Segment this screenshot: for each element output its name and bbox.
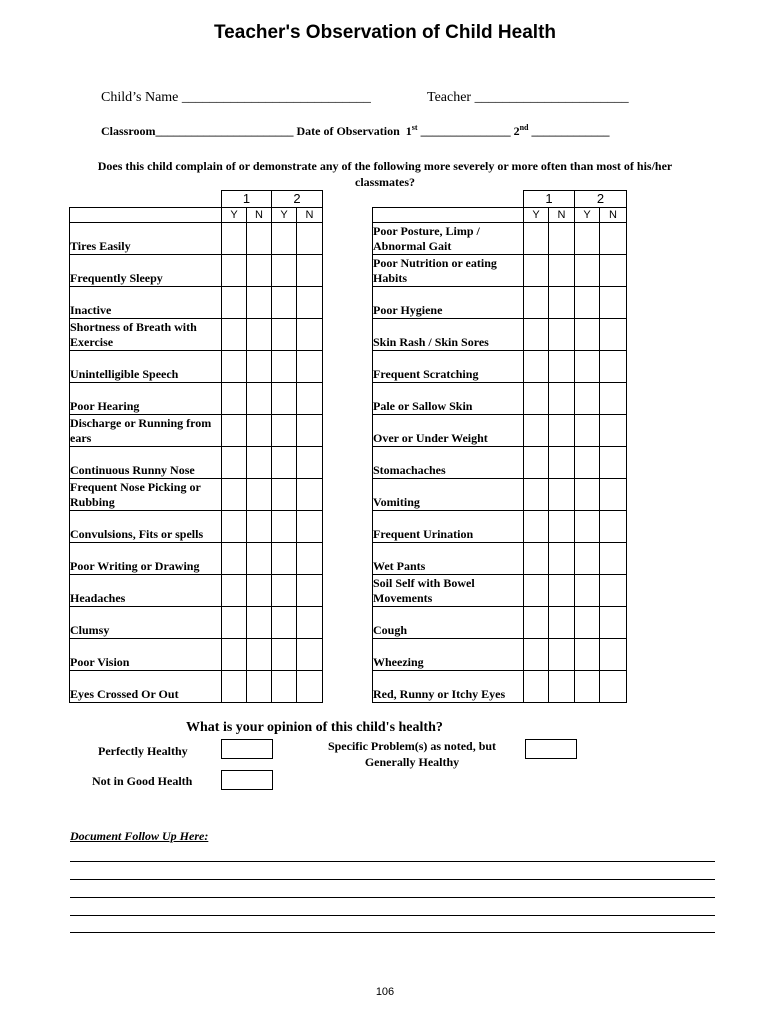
not-good-health-checkbox[interactable] — [221, 770, 273, 790]
left-symptom-row — [70, 319, 323, 351]
left-symptom-row — [70, 383, 323, 415]
obs2-yes-checkbox[interactable] — [575, 607, 600, 639]
symptom-label: Unintelligible Speech — [70, 351, 222, 383]
obs1-no-checkbox[interactable] — [247, 671, 272, 703]
obs2-no-checkbox[interactable] — [297, 287, 323, 319]
symptom-label: Stomachaches — [373, 447, 524, 479]
obs1-yes-checkbox[interactable] — [524, 575, 549, 607]
page-number: 106 — [375, 986, 395, 998]
obs1-yes-checkbox[interactable] — [222, 447, 247, 479]
right-symptom-row — [373, 543, 627, 575]
symptom-label: Soil Self with Bowel Movements — [373, 575, 524, 607]
first-observation-number: 1 — [405, 124, 412, 138]
classroom-date-row — [101, 124, 609, 139]
obs2-no-checkbox[interactable] — [297, 671, 323, 703]
childs-name-field[interactable] — [101, 90, 371, 106]
obs2-no-checkbox[interactable] — [600, 607, 627, 639]
left-symptom-row — [70, 447, 323, 479]
header-spacer — [70, 191, 222, 208]
obs1-yes-checkbox[interactable] — [524, 671, 549, 703]
obs1-yes-checkbox[interactable] — [222, 319, 247, 351]
obs1-yes-checkbox[interactable] — [222, 351, 247, 383]
obs1-yes-checkbox[interactable] — [524, 255, 549, 287]
obs1-yes-checkbox[interactable] — [524, 415, 549, 447]
symptom-label: Discharge or Running from ears — [70, 415, 222, 447]
symptom-label: Pale or Sallow Skin — [373, 383, 524, 415]
follow-up-line[interactable] — [70, 861, 715, 862]
obs2-yes-checkbox[interactable] — [575, 415, 600, 447]
obs1-yes-checkbox[interactable] — [222, 479, 247, 511]
obs2-no-checkbox[interactable] — [297, 543, 323, 575]
symptom-label: Inactive — [70, 287, 222, 319]
obs2-no-checkbox[interactable] — [297, 479, 323, 511]
observation-1-header: 1 — [524, 191, 575, 208]
obs1-no-checkbox[interactable] — [549, 415, 575, 447]
obs2-no-checkbox[interactable] — [600, 319, 627, 351]
yes-header: Y — [222, 208, 247, 223]
obs2-yes-checkbox[interactable] — [272, 287, 297, 319]
follow-up-line[interactable] — [70, 897, 715, 898]
obs2-yes-checkbox[interactable] — [272, 479, 297, 511]
obs2-yes-checkbox[interactable] — [272, 255, 297, 287]
right-symptom-row — [373, 415, 627, 447]
symptom-label: Convulsions, Fits or spells — [70, 511, 222, 543]
specific-problems-label: Specific Problem(s) as noted, but Generally Healthy — [327, 739, 497, 769]
left-symptom-row — [70, 511, 323, 543]
obs1-yes-checkbox[interactable] — [222, 511, 247, 543]
first-observation-suffix: st — [411, 123, 418, 132]
obs1-yes-checkbox[interactable] — [524, 287, 549, 319]
obs2-yes-checkbox[interactable] — [272, 351, 297, 383]
opinion-question: What is your opinion of this child's health? — [186, 720, 443, 735]
left-symptom-row — [70, 479, 323, 511]
obs1-no-checkbox[interactable] — [247, 287, 272, 319]
obs2-no-checkbox[interactable] — [297, 223, 323, 255]
obs1-no-checkbox[interactable] — [549, 447, 575, 479]
obs2-no-checkbox[interactable] — [600, 575, 627, 607]
obs2-yes-checkbox[interactable] — [272, 223, 297, 255]
symptom-label: Red, Runny or Itchy Eyes — [373, 671, 524, 703]
obs1-no-checkbox[interactable] — [247, 607, 272, 639]
obs2-no-checkbox[interactable] — [297, 639, 323, 671]
obs1-yes-checkbox[interactable] — [222, 287, 247, 319]
obs2-no-checkbox[interactable] — [297, 415, 323, 447]
obs1-no-checkbox[interactable] — [549, 479, 575, 511]
obs1-yes-checkbox[interactable] — [222, 543, 247, 575]
obs1-no-checkbox[interactable] — [549, 543, 575, 575]
obs2-no-checkbox[interactable] — [600, 447, 627, 479]
obs1-no-checkbox[interactable] — [247, 383, 272, 415]
right-symptom-row — [373, 319, 627, 351]
follow-up-label: Document Follow Up Here: — [70, 829, 209, 843]
perfectly-healthy-checkbox[interactable] — [221, 739, 273, 759]
obs1-yes-checkbox[interactable] — [524, 223, 549, 255]
right-symptom-row — [373, 223, 627, 255]
follow-up-line[interactable] — [70, 879, 715, 880]
obs2-no-checkbox[interactable] — [600, 639, 627, 671]
left-symptom-row — [70, 575, 323, 607]
obs2-yes-checkbox[interactable] — [575, 575, 600, 607]
obs1-yes-checkbox[interactable] — [524, 447, 549, 479]
obs1-yes-checkbox[interactable] — [222, 575, 247, 607]
symptom-label: Cough — [373, 607, 524, 639]
symptom-label: Eyes Crossed Or Out — [70, 671, 222, 703]
obs1-yes-checkbox[interactable] — [222, 607, 247, 639]
symptom-label: Skin Rash / Skin Sores — [373, 319, 524, 351]
observation-2-header: 2 — [272, 191, 323, 208]
obs1-no-checkbox[interactable] — [247, 639, 272, 671]
second-observation-number: 2 — [513, 124, 520, 138]
right-symptom-row — [373, 479, 627, 511]
second-observation-suffix: nd — [519, 123, 529, 132]
obs1-yes-checkbox[interactable] — [524, 511, 549, 543]
obs1-no-checkbox[interactable] — [549, 223, 575, 255]
left-observation-table — [69, 190, 323, 703]
childs-name-blank[interactable]: ___________________________ — [181, 90, 371, 105]
obs2-yes-checkbox[interactable] — [575, 511, 600, 543]
left-symptom-row — [70, 287, 323, 319]
obs2-yes-checkbox[interactable] — [575, 447, 600, 479]
symptom-label: Poor Posture, Limp / Abnormal Gait — [373, 223, 524, 255]
obs1-yes-checkbox[interactable] — [222, 639, 247, 671]
right-symptom-row — [373, 575, 627, 607]
obs1-yes-checkbox[interactable] — [222, 255, 247, 287]
left-symptom-row — [70, 639, 323, 671]
obs2-no-checkbox[interactable] — [600, 415, 627, 447]
symptom-label: Continuous Runny Nose — [70, 447, 222, 479]
obs1-no-checkbox[interactable] — [247, 575, 272, 607]
obs1-yes-checkbox[interactable] — [524, 639, 549, 671]
no-header: N — [297, 208, 323, 223]
obs1-no-checkbox[interactable] — [549, 383, 575, 415]
label-column-header — [70, 208, 222, 223]
yes-header: Y — [272, 208, 297, 223]
follow-up-line[interactable] — [70, 915, 715, 916]
symptom-label: Shortness of Breath with Exercise — [70, 319, 222, 351]
observation-1-header: 1 — [222, 191, 272, 208]
obs1-yes-checkbox[interactable] — [222, 415, 247, 447]
obs1-yes-checkbox[interactable] — [222, 671, 247, 703]
obs2-yes-checkbox[interactable] — [272, 639, 297, 671]
symptom-label: Frequent Urination — [373, 511, 524, 543]
obs1-no-checkbox[interactable] — [549, 255, 575, 287]
obs2-no-checkbox[interactable] — [600, 479, 627, 511]
question-text: Does this child complain of or demonstrate any of the following more severely or more often than most of his/her classmates? — [97, 159, 673, 189]
left-symptom-row — [70, 415, 323, 447]
obs2-yes-checkbox[interactable] — [575, 255, 600, 287]
right-symptom-row — [373, 607, 627, 639]
right-symptom-row — [373, 255, 627, 287]
obs1-no-checkbox[interactable] — [549, 607, 575, 639]
obs1-no-checkbox[interactable] — [549, 351, 575, 383]
obs1-no-checkbox[interactable] — [549, 639, 575, 671]
obs1-no-checkbox[interactable] — [247, 447, 272, 479]
right-symptom-row — [373, 287, 627, 319]
obs1-no-checkbox[interactable] — [549, 575, 575, 607]
obs2-yes-checkbox[interactable] — [575, 671, 600, 703]
right-symptom-row — [373, 351, 627, 383]
obs2-yes-checkbox[interactable] — [272, 607, 297, 639]
obs2-no-checkbox[interactable] — [600, 255, 627, 287]
header-spacer — [373, 191, 524, 208]
date-of-observation-label: Date of Observation — [296, 124, 400, 138]
perfectly-healthy-label: Perfectly Healthy — [98, 744, 188, 758]
right-symptom-row — [373, 511, 627, 543]
obs2-yes-checkbox[interactable] — [272, 671, 297, 703]
obs2-yes-checkbox[interactable] — [575, 287, 600, 319]
symptom-label: Poor Writing or Drawing — [70, 543, 222, 575]
obs2-yes-checkbox[interactable] — [272, 415, 297, 447]
obs2-no-checkbox[interactable] — [297, 351, 323, 383]
obs2-no-checkbox[interactable] — [297, 255, 323, 287]
obs1-yes-checkbox[interactable] — [524, 319, 549, 351]
obs1-yes-checkbox[interactable] — [524, 383, 549, 415]
no-header: N — [600, 208, 627, 223]
obs1-no-checkbox[interactable] — [247, 319, 272, 351]
obs2-yes-checkbox[interactable] — [272, 319, 297, 351]
not-good-health-label: Not in Good Health — [92, 774, 193, 788]
symptom-label: Wheezing — [373, 639, 524, 671]
obs1-yes-checkbox[interactable] — [222, 223, 247, 255]
teacher-field[interactable] — [427, 90, 629, 106]
no-header: N — [247, 208, 272, 223]
symptom-label: Poor Nutrition or eating Habits — [373, 255, 524, 287]
obs2-no-checkbox[interactable] — [297, 383, 323, 415]
teacher-blank[interactable]: ______________________ — [474, 90, 629, 105]
yes-header: Y — [524, 208, 549, 223]
right-symptom-row — [373, 639, 627, 671]
obs2-no-checkbox[interactable] — [600, 223, 627, 255]
obs1-yes-checkbox[interactable] — [524, 607, 549, 639]
follow-up-line[interactable] — [70, 932, 715, 933]
symptom-label: Clumsy — [70, 607, 222, 639]
symptom-label: Poor Vision — [70, 639, 222, 671]
left-symptom-row — [70, 351, 323, 383]
obs1-no-checkbox[interactable] — [247, 543, 272, 575]
obs2-no-checkbox[interactable] — [297, 575, 323, 607]
second-observation-blank[interactable]: _____________ — [531, 124, 610, 138]
specific-problems-checkbox[interactable] — [525, 739, 577, 759]
obs1-no-checkbox[interactable] — [247, 415, 272, 447]
obs2-no-checkbox[interactable] — [600, 383, 627, 415]
symptom-label: Headaches — [70, 575, 222, 607]
classroom-blank[interactable]: _______________________ — [155, 124, 294, 138]
obs2-yes-checkbox[interactable] — [575, 639, 600, 671]
obs2-yes-checkbox[interactable] — [272, 575, 297, 607]
right-observation-table — [372, 190, 627, 703]
symptom-label: Frequently Sleepy — [70, 255, 222, 287]
left-symptom-row — [70, 671, 323, 703]
symptom-label: Frequent Nose Picking or Rubbing — [70, 479, 222, 511]
symptom-label: Poor Hearing — [70, 383, 222, 415]
symptom-label: Frequent Scratching — [373, 351, 524, 383]
obs1-no-checkbox[interactable] — [247, 511, 272, 543]
obs1-yes-checkbox[interactable] — [524, 543, 549, 575]
no-header: N — [549, 208, 575, 223]
obs2-no-checkbox[interactable] — [297, 319, 323, 351]
right-symptom-row — [373, 671, 627, 703]
obs1-yes-checkbox[interactable] — [222, 383, 247, 415]
left-symptom-row — [70, 607, 323, 639]
obs2-yes-checkbox[interactable] — [575, 351, 600, 383]
obs1-no-checkbox[interactable] — [247, 479, 272, 511]
obs2-yes-checkbox[interactable] — [272, 543, 297, 575]
obs2-yes-checkbox[interactable] — [575, 319, 600, 351]
obs1-no-checkbox[interactable] — [549, 287, 575, 319]
obs2-yes-checkbox[interactable] — [575, 479, 600, 511]
obs2-yes-checkbox[interactable] — [272, 447, 297, 479]
obs2-yes-checkbox[interactable] — [575, 223, 600, 255]
left-symptom-row — [70, 255, 323, 287]
symptom-label: Over or Under Weight — [373, 415, 524, 447]
label-column-header — [373, 208, 524, 223]
obs2-yes-checkbox[interactable] — [575, 543, 600, 575]
obs2-no-checkbox[interactable] — [600, 511, 627, 543]
left-symptom-row — [70, 543, 323, 575]
right-symptom-row — [373, 447, 627, 479]
first-observation-blank[interactable]: _______________ — [420, 124, 511, 138]
symptom-label: Wet Pants — [373, 543, 524, 575]
obs1-no-checkbox[interactable] — [247, 255, 272, 287]
left-symptom-row — [70, 223, 323, 255]
obs1-no-checkbox[interactable] — [549, 319, 575, 351]
obs2-no-checkbox[interactable] — [600, 351, 627, 383]
symptom-label: Poor Hygiene — [373, 287, 524, 319]
obs1-no-checkbox[interactable] — [549, 671, 575, 703]
childs-name-label: Child’s Name — [101, 90, 179, 105]
obs2-no-checkbox[interactable] — [297, 447, 323, 479]
obs2-no-checkbox[interactable] — [297, 607, 323, 639]
observation-2-header: 2 — [575, 191, 627, 208]
symptom-label: Vomiting — [373, 479, 524, 511]
obs2-no-checkbox[interactable] — [600, 287, 627, 319]
yes-header: Y — [575, 208, 600, 223]
obs2-no-checkbox[interactable] — [297, 511, 323, 543]
obs2-no-checkbox[interactable] — [600, 671, 627, 703]
obs1-no-checkbox[interactable] — [247, 351, 272, 383]
obs2-yes-checkbox[interactable] — [272, 383, 297, 415]
teacher-label: Teacher — [427, 90, 472, 105]
obs1-yes-checkbox[interactable] — [524, 351, 549, 383]
obs1-no-checkbox[interactable] — [549, 511, 575, 543]
obs1-no-checkbox[interactable] — [247, 223, 272, 255]
obs1-yes-checkbox[interactable] — [524, 479, 549, 511]
symptom-label: Tires Easily — [70, 223, 222, 255]
obs2-no-checkbox[interactable] — [600, 543, 627, 575]
obs2-yes-checkbox[interactable] — [575, 383, 600, 415]
obs2-yes-checkbox[interactable] — [272, 511, 297, 543]
classroom-label: Classroom — [101, 124, 156, 138]
right-symptom-row — [373, 383, 627, 415]
page-title: Teacher's Observation of Child Health — [213, 22, 557, 43]
